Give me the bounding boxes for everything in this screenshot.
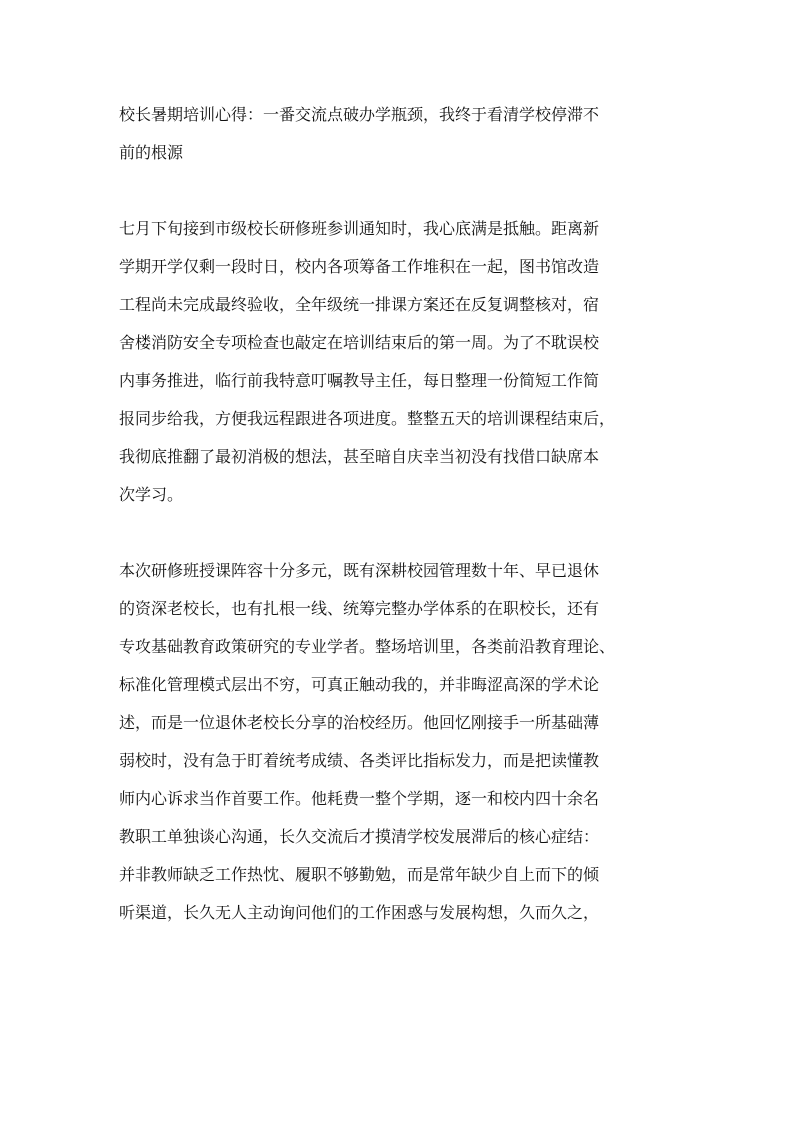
paragraph-line: 专攻基础教育政策研究的专业学者。整场培训里，各类前沿教育理论、: [119, 637, 616, 656]
paragraph-line: 学期开学仅剩一段时日，校内各项筹备工作堆积在一起，图书馆改造: [119, 257, 600, 276]
document-title: [119, 96, 679, 172]
paragraph-2: [119, 552, 679, 932]
paragraph-line: 述，而是一位退休老校长分享的治校经历。他回忆刚接手一所基础薄: [119, 713, 600, 732]
paragraph-line: 教职工单独谈心沟通，长久交流后才摸清学校发展滞后的核心症结：: [119, 827, 600, 846]
paragraph-line: 并非教师缺乏工作热忱、履职不够勤勉，而是常年缺少自上而下的倾: [119, 865, 600, 884]
paragraph-line: 师内心诉求当作首要工作。他耗费一整个学期，逐一和校内四十余名: [119, 789, 600, 808]
paragraph-line: 工程尚未完成最终验收，全年级统一排课方案还在反复调整核对，宿: [119, 295, 600, 314]
title-line: 前的根源: [119, 143, 184, 162]
paragraph-line: 听渠道，长久无人主动询问他们的工作困惑与发展构想，久而久之，: [119, 903, 600, 922]
paragraph-line: 我彻底推翻了最初消极的想法，甚至暗自庆幸当初没有找借口缺席本: [119, 447, 600, 466]
paragraph-line: 标准化管理模式层出不穷，可真正触动我的，并非晦涩高深的学术论: [119, 675, 600, 694]
paragraph-line: 报同步给我，方便我远程跟进各项进度。整整五天的培训课程结束后，: [119, 409, 616, 428]
paragraph-line: 次学习。: [119, 485, 184, 504]
document-body: [119, 96, 679, 970]
paragraph-line: 舍楼消防安全专项检查也敲定在培训结束后的第一周。为了不耽误校: [119, 333, 600, 352]
paragraph-line: 弱校时，没有急于盯着统考成绩、各类评比指标发力，而是把读懂教: [119, 751, 600, 770]
paragraph-line: 的资深老校长，也有扎根一线、统筹完整办学体系的在职校长，还有: [119, 599, 600, 618]
paragraph-line: 内事务推进，临行前我特意叮嘱教导主任，每日整理一份简短工作简: [119, 371, 600, 390]
title-line: 校长暑期培训心得：一番交流点破办学瓶颈，我终于看清学校停滞不: [119, 105, 600, 124]
paragraph-1: [119, 210, 679, 514]
paragraph-line: 本次研修班授课阵容十分多元，既有深耕校园管理数十年、早已退休: [119, 561, 600, 580]
paragraph-line: 七月下旬接到市级校长研修班参训通知时，我心底满是抵触。距离新: [119, 219, 600, 238]
